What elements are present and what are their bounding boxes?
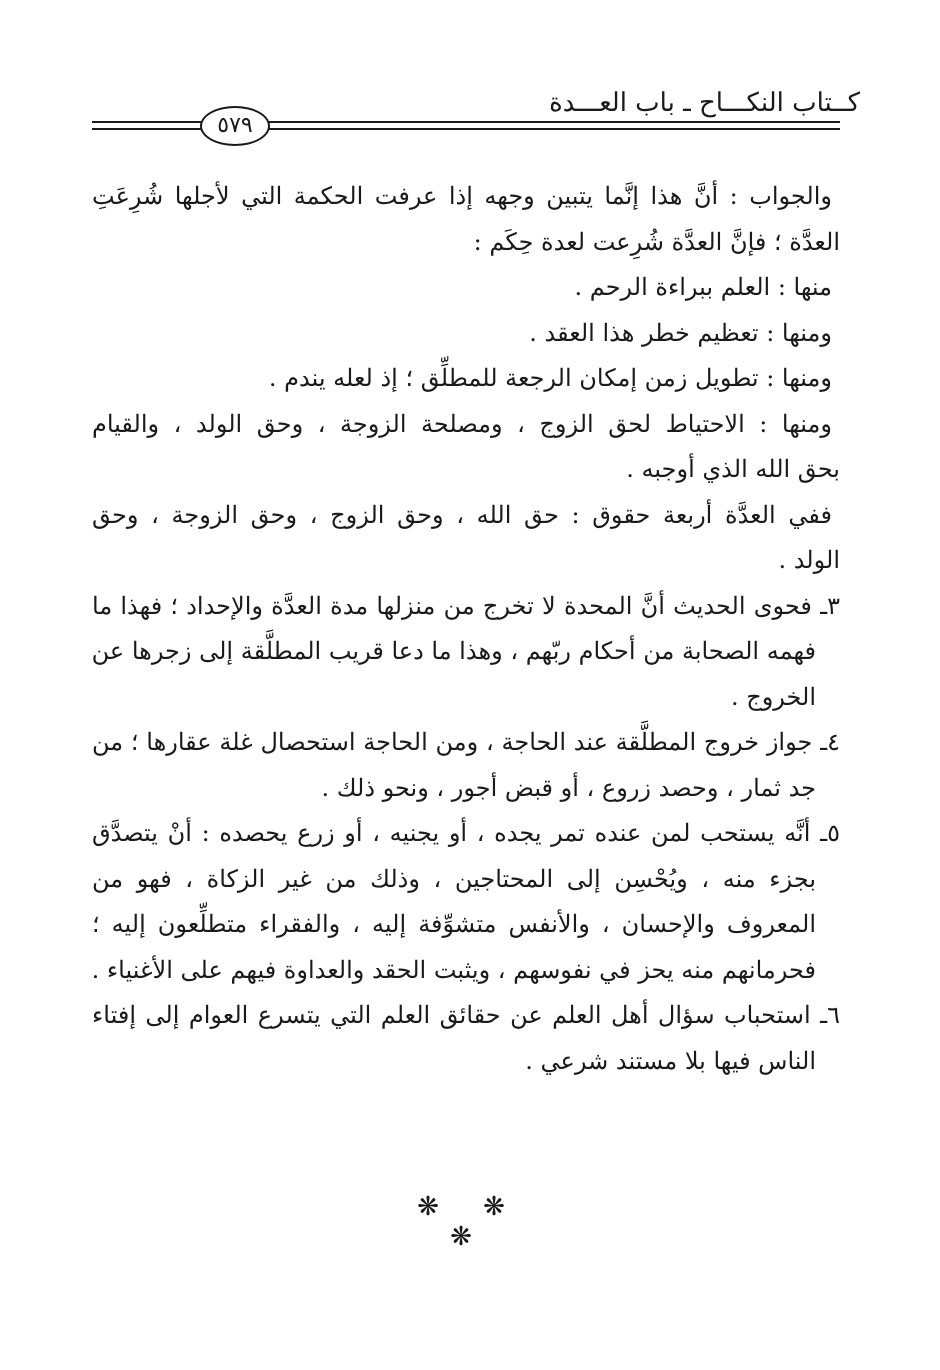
text-line: ومنها : تطويل زمن إمكان الرجعة للمطلِّق ؛ إذ لعله يندم . [268, 364, 832, 392]
text-line: فحرمانهم منه يحز في نفوسهم ، ويثبت الحقد والعداوة فيهم على الأغنياء . [92, 955, 816, 984]
text-line: الخروج . [730, 682, 816, 711]
page-number: ٥٧٩ [200, 106, 270, 146]
text-line: المعروف والإحسان ، والأنفس متشوِّفة إليه ، والفقراء متطلِّعون إليه ؛ [92, 910, 816, 938]
text-line: ٤ـ جواز خروج المطلَّقة عند الحاجة ، ومن الحاجة استحصال غلة عقارها ؛ من [92, 728, 840, 756]
text-line: بحق الله الذي أوجبه . [626, 455, 840, 483]
text-line: والجواب : أنَّ هذا إنَّما يتبين وجهه إذا عرفت الحكمة التي لأجلها شُرِعَتِ [92, 182, 832, 210]
text-line: الناس فيها بلا مستند شرعي . [525, 1046, 816, 1075]
section-end-ornament: ❋ ❋ ❋ [417, 1192, 523, 1252]
running-title: كــتاب النكـــاح ـ باب العـــدة [549, 88, 860, 118]
text-line: ومنها : الاحتياط لحق الزوج ، ومصلحة الزوجة ، وحق الولد ، والقيام [92, 409, 832, 438]
text-line: بجزء منه ، ويُحْسِن إلى المحتاجين ، وذلك من غير الزكاة ، فهو من [92, 864, 816, 893]
text-line: ٦ـ استحباب سؤال أهل العلم عن حقائق العلم التي يتسرع العوام إلى إفتاء [92, 1001, 840, 1029]
text-line: ففي العدَّة أربعة حقوق : حق الله ، وحق الزوج ، وحق الزوجة ، وحق [92, 500, 832, 529]
text-line: ٣ـ فحوى الحديث أنَّ المحدة لا تخرج من منزلها مدة العدَّة والإحداد ؛ فهذا ما [92, 591, 840, 620]
text-line: منها : العلم ببراءة الرحم . [574, 273, 832, 301]
body-text [92, 174, 840, 1084]
text-line: الولد . [778, 546, 840, 574]
text-line: ومنها : تعظيم خطر هذا العقد . [529, 318, 832, 347]
text-line: فهمه الصحابة من أحكام ربّهم ، وهذا ما دعا قريب المطلَّقة إلى زجرها عن [92, 637, 816, 665]
text-line: جد ثمار ، وحصد زروع ، أو قبض أجور ، ونحو ذلك . [321, 773, 816, 802]
header-rule-right [268, 120, 840, 132]
text-line: العدَّة ؛ فإنَّ العدَّة شُرِعت لعدة حِكَم : [473, 227, 840, 256]
header-rule-left [92, 120, 204, 132]
text-line: ٥ـ أنَّه يستحب لمن عنده تمر يجده ، أو يجنيه ، أو زرع يحصده : أنْ يتصدَّق [92, 819, 840, 847]
